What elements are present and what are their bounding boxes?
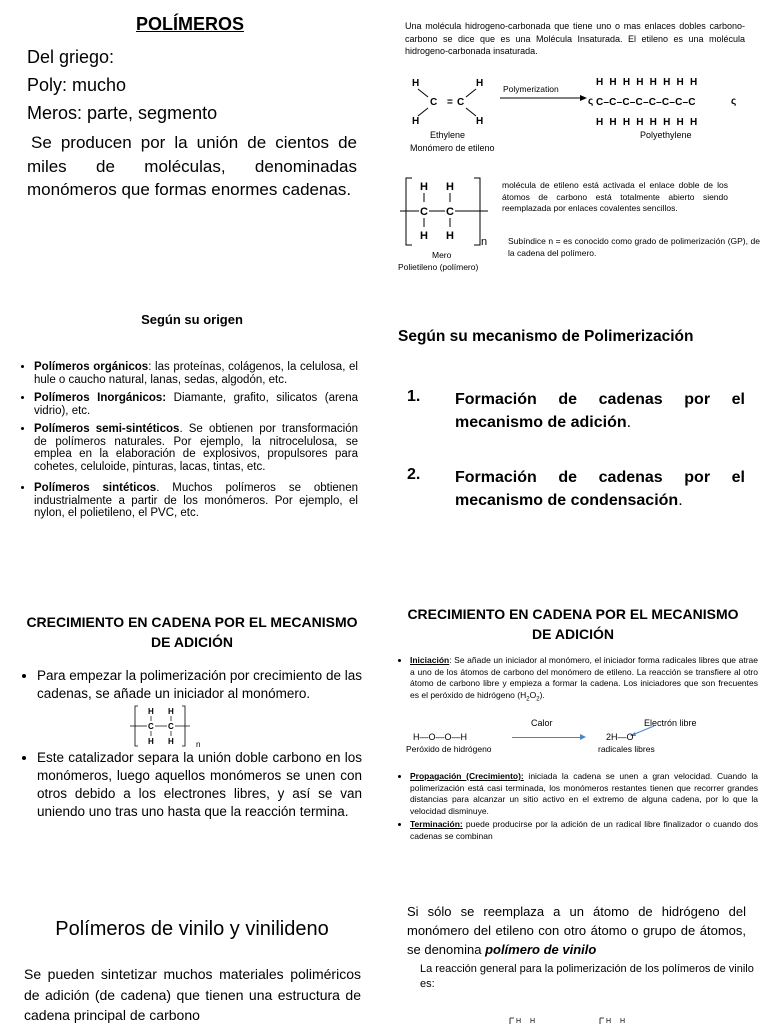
mero-explanation: molécula de etileno está activada el enlace doble de los átomos de carbono está totalmente abierto siendo reemplazada por enlaces covalentes sencillos. (502, 180, 728, 213)
svg-text:H: H (606, 1018, 612, 1024)
polymerization-label: Polymerization (503, 84, 559, 94)
list-item: • Terminación: puede producirse por la adición de un radical libre finalizador o cuando dos cadenas se combinan (410, 819, 758, 842)
mechanism-title: Según su mecanismo de Polimerización (398, 328, 694, 345)
mero-label: Mero (432, 250, 452, 260)
propagation-block (396, 771, 758, 848)
peroxide-label: Peróxido de hidrógeno (406, 744, 492, 754)
svg-text:H: H (516, 1018, 522, 1024)
mero-structure-diagram (398, 175, 508, 255)
polietileno-label: Polietileno (polímero) (398, 262, 479, 272)
svg-text:C: C (446, 206, 454, 218)
unsaturated-molecule-text: Una molécula hidrogeno-carbonada que tiene uno o mas enlaces dobles carbono-carbono se dice que es una Molécula Insaturada. El etileno es una molécula hidrogeno-carbonada insaturada. (405, 21, 745, 56)
polymer-description: Se producen por la unión de cientos de miles de moléculas, denominadas monómeros que formas enormes cadenas. (27, 133, 357, 199)
h-atom: H (412, 78, 420, 89)
svg-text:H: H (420, 181, 428, 193)
ethylene-label: Ethylene (430, 130, 466, 140)
vinyl-description: Se pueden sintetizar muchos materiales poliméricos de adición (de cadena) que tienen una estructura de cadena principal de carbono (24, 966, 361, 1023)
svg-text:H: H (168, 737, 174, 746)
svg-text:H: H (446, 230, 454, 242)
ethylene-monomer-label: Monómero de etileno (410, 143, 495, 153)
free-radicals-label: radicales libres (598, 744, 655, 754)
list-item: • Para empezar la polimerización por crecimiento de las cadenas, se añade un iniciador al monómero. (37, 667, 362, 703)
chain-growth-title: CRECIMIENTO EN CADENA POR EL MECANISMO DE ADICIÓN (26, 614, 358, 650)
list-item: • Polímeros Inorgánicos: Diamante, grafito, silicatos (arena vidrio), etc. (34, 392, 358, 417)
list-item: • Propagación (Crecimiento): iniciada la cadena se unen a gran velocidad. Cuando la polimerización está casi terminada, los monómeros restantes tienen que recorrer grandes distancias para alcanzar un sitio activo en el extremo de alguna cadena, por lo que la velocidad disminuye. (410, 771, 758, 817)
list-item: • Polímeros sintéticos. Muchos polímeros se obtienen industrialmente a partir de los monómeros. Por ejemplo, el nylon, el polietileno, el PVC, etc. (34, 482, 358, 520)
meros-line: Meros: parte, segmento (27, 103, 218, 123)
free-electron-label: Electrón libre (644, 718, 697, 728)
vinyl-reaction-text: La reacción general para la polimerización de los polímeros de vinilo es: (420, 963, 754, 990)
mechanism-number-1: 1. (407, 388, 421, 405)
svg-text:H: H (476, 78, 484, 89)
svg-text:C: C (457, 97, 465, 108)
svg-text:H: H (168, 707, 174, 716)
svg-text:C: C (148, 722, 154, 731)
radicals-formula: 2H—O (606, 732, 634, 742)
svg-text:H: H (530, 1018, 536, 1024)
svg-text:=: = (447, 97, 453, 108)
list-item: • Este catalizador separa la unión doble carbono en los monómeros, luego aquellos monómeros se unen con otros debido a los electrones libres, y así se van uniendo uno tras uno hasta que la reacción termina. (37, 749, 362, 821)
svg-text:H: H (476, 116, 484, 127)
svg-text:C: C (430, 97, 438, 108)
svg-text:ς: ς (731, 96, 737, 107)
svg-text:HHHHHHHH: HHHHHHHH (596, 77, 704, 88)
heat-label: Calor (531, 718, 553, 728)
greek-origin-line: Del griego: (27, 47, 115, 67)
mechanism-item-2: Formación de cadenas por el mecanismo de condensación. (455, 469, 745, 509)
peroxide-formula: H—O—O—H (413, 732, 467, 742)
vinyl-title: Polímeros de vinilo y vinilideno (55, 918, 329, 940)
svg-text:H: H (412, 116, 420, 127)
list-item: • Iniciación: Se añade un iniciador al monómero, el iniciador forma radicales libres que atrae a uno de los átomos de carbono del monómero de etileno. La reacción se transfiere al otro átomo de carbono libre y empieza a formar la cadena. Los iniciadores que son frecuentes es el peróxido de hidrógeno $(H_2O_2)$. (410, 655, 758, 706)
slide-title: POLÍMEROS (135, 14, 244, 34)
mero-small-diagram (128, 704, 201, 750)
mechanism-item-1: Formación de cadenas por el mecanismo de adición. (455, 391, 745, 431)
origin-title: Según su origen (141, 312, 243, 327)
subscript-n: n (481, 236, 488, 248)
polyethylene-label: Polyethylene (640, 130, 692, 140)
svg-text:ς: ς (588, 96, 594, 107)
svg-text:H: H (620, 1018, 626, 1024)
svg-text:HHHHHHHH: HHHHHHHH (596, 117, 704, 128)
mechanism-number-2: 2. (407, 466, 421, 483)
svg-text:C–C–C–C–C–C–C–C: C–C–C–C–C–C–C–C (596, 97, 696, 108)
chain-growth-title: CRECIMIENTO EN CADENA POR EL MECANISMO DE ADICIÓN (407, 606, 739, 642)
list-item: • Polímeros orgánicos: las proteínas, colágenos, la celulosa, el hule o caucho natural, lanas, sedas, algodón, etc. (34, 361, 358, 386)
polymerization-degree-text: Subíndice n = es conocido como grado de polimerización (GP), de la cadena del polímero. (508, 236, 760, 258)
subscript-n: n (196, 740, 201, 749)
initiation-block (396, 655, 758, 712)
origin-list (20, 361, 358, 526)
reaction-arrow (512, 737, 582, 738)
svg-text:H: H (420, 230, 428, 242)
svg-text:H: H (148, 737, 154, 746)
poly-line: Poly: mucho (27, 75, 127, 95)
vinyl-reaction-diagram (500, 1014, 660, 1024)
svg-text:C: C (420, 206, 428, 218)
vinyl-definition: Si sólo se reemplaza a un átomo de hidrógeno del monómero del etileno con otro átomo o grupo de átomos, se denomina polímero de vinilo (407, 904, 746, 957)
reaction-arrow-head (580, 734, 586, 740)
list-item: • Polímeros semi-sintéticos. Se obtienen por transformación de polímeros naturales. Por ejemplo, la nitrocelulosa, se emplea en la elaboración de explosivos, propulsores para cohetes, celuloide, pinturas, lacas, tintas, etc. (34, 423, 358, 473)
svg-text:H: H (148, 707, 154, 716)
svg-text:H: H (446, 181, 454, 193)
svg-text:C: C (168, 722, 174, 731)
